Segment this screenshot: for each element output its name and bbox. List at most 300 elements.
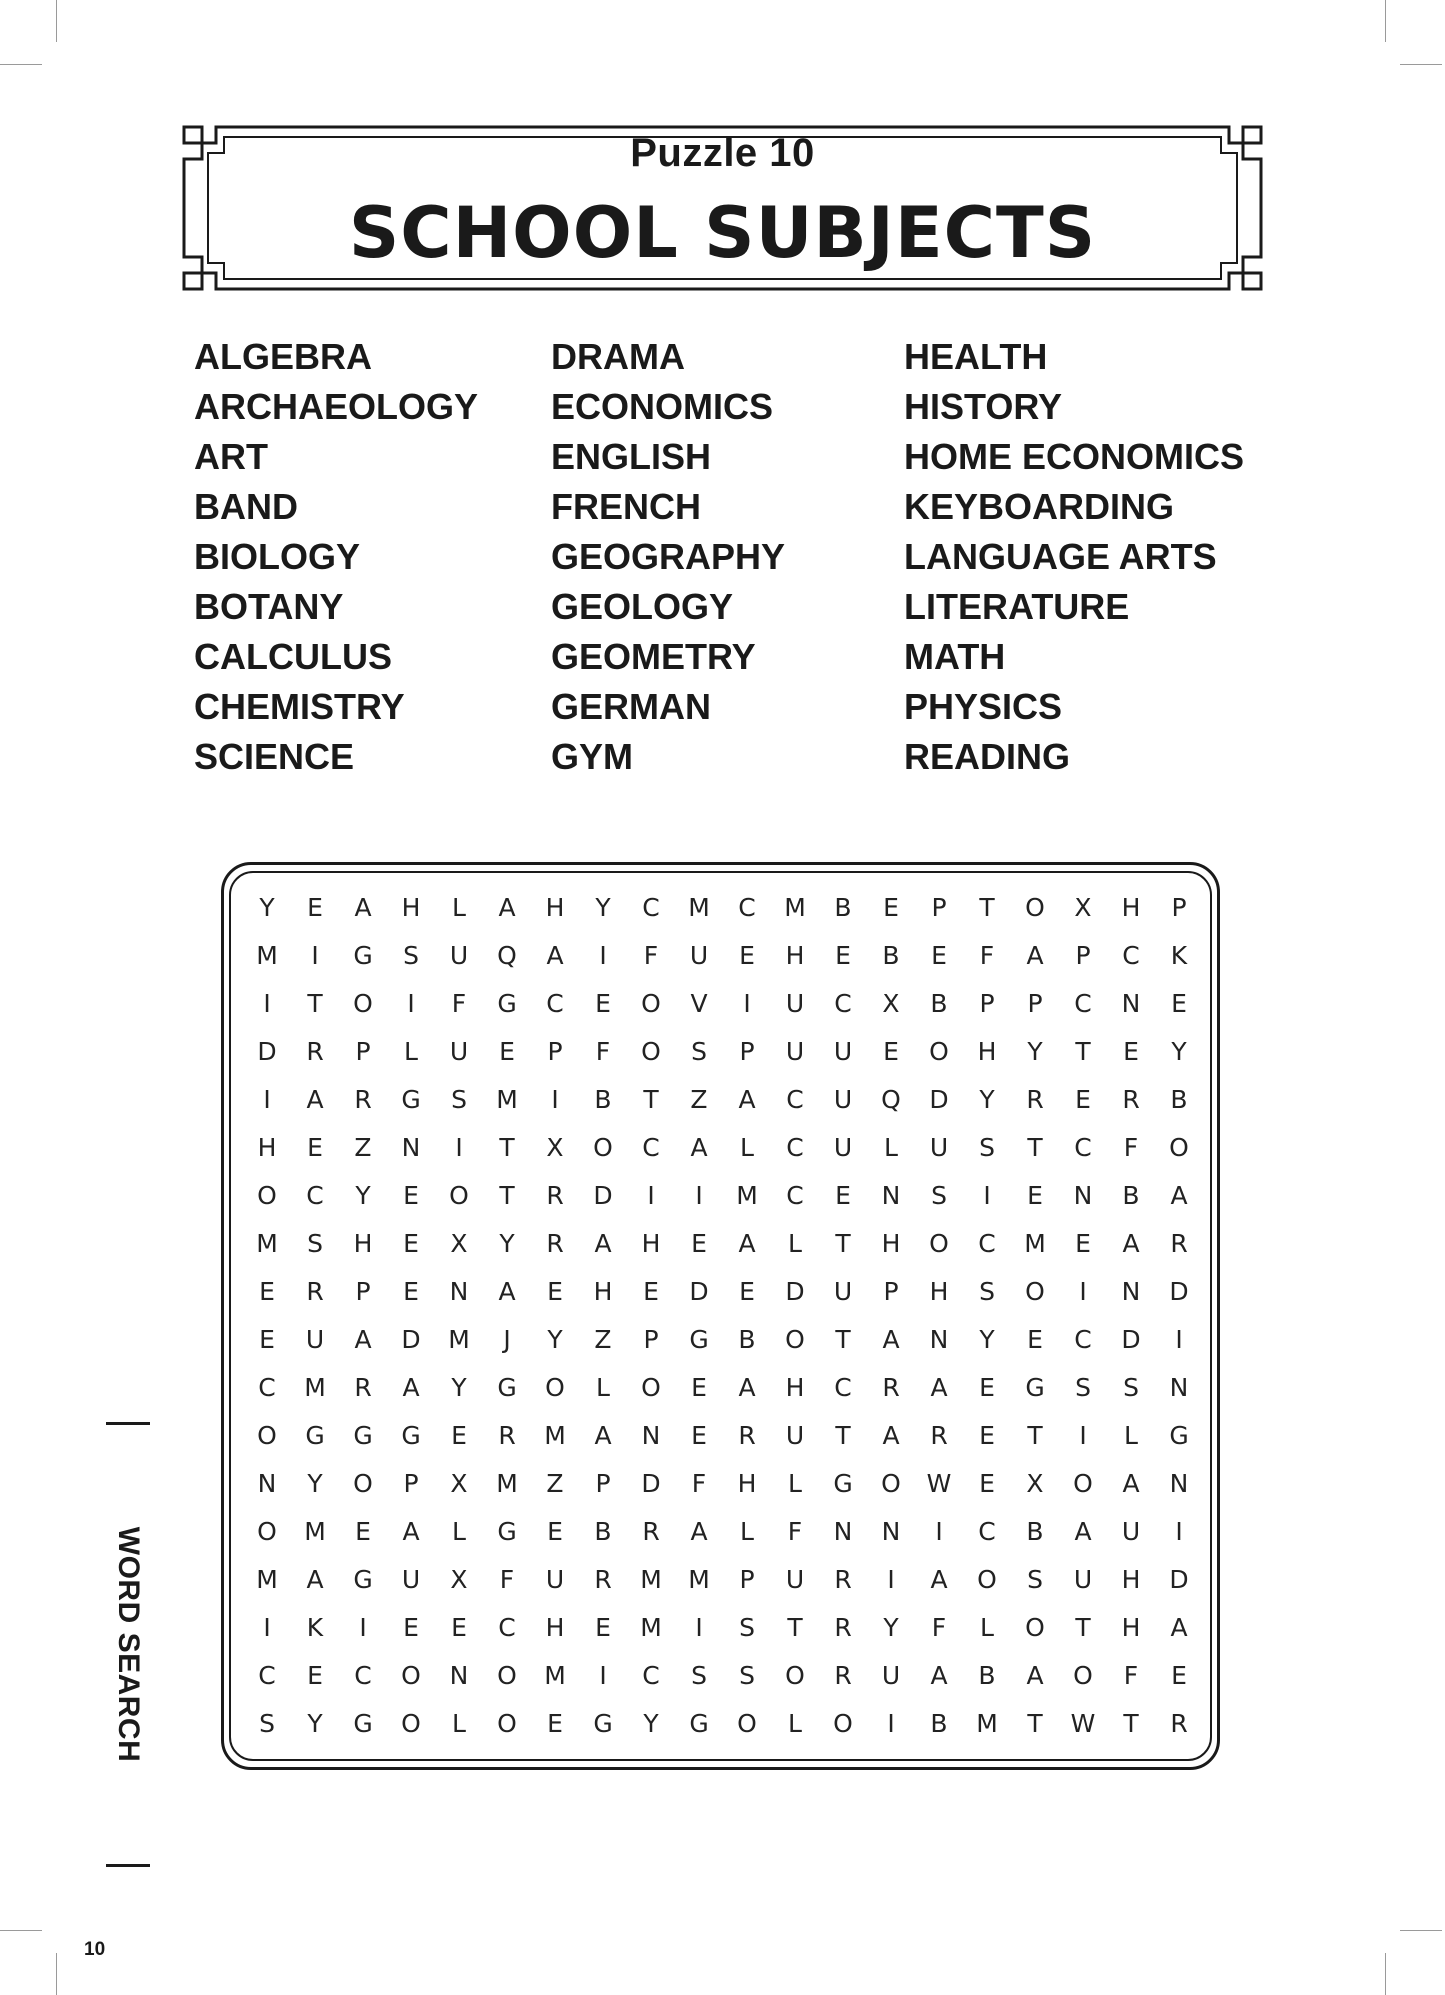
grid-letter[interactable]: U [449,940,469,970]
grid-letter[interactable]: Y [1171,1036,1187,1066]
grid-letter[interactable]: N [929,1324,949,1354]
grid-letter[interactable]: N [881,1516,901,1546]
grid-letter[interactable]: I [311,940,319,970]
grid-letter[interactable]: M [496,1468,518,1498]
grid-letter[interactable]: E [1027,1324,1043,1354]
grid-letter[interactable]: R [930,1420,948,1450]
grid-letter[interactable]: A [1170,1180,1188,1210]
grid-letter[interactable]: O [785,1324,805,1354]
grid-letter[interactable]: O [1073,1468,1093,1498]
grid-letter[interactable]: M [688,1564,710,1594]
grid-letter[interactable]: N [401,1132,421,1162]
grid-letter[interactable]: R [594,1564,612,1594]
grid-letter[interactable]: Y [1027,1036,1043,1066]
grid-letter[interactable]: A [930,1660,948,1690]
grid-letter[interactable]: O [449,1180,469,1210]
grid-letter[interactable]: I [359,1612,367,1642]
grid-letter[interactable]: N [833,1516,853,1546]
grid-letter[interactable]: B [978,1660,996,1690]
grid-letter[interactable]: I [887,1564,895,1594]
grid-letter[interactable]: B [1026,1516,1044,1546]
grid-letter[interactable]: E [691,1228,707,1258]
grid-letter[interactable]: E [1075,1084,1091,1114]
grid-letter[interactable]: C [498,1612,516,1642]
grid-letter[interactable]: R [1122,1084,1140,1114]
grid-letter[interactable]: G [353,1708,373,1738]
grid-letter[interactable]: P [1171,892,1187,922]
grid-letter[interactable]: U [833,1276,853,1306]
grid-letter[interactable]: E [691,1372,707,1402]
grid-letter[interactable]: F [1123,1660,1139,1690]
grid-letter[interactable]: R [1170,1708,1188,1738]
grid-letter[interactable]: E [691,1420,707,1450]
grid-letter[interactable]: X [450,1564,468,1594]
grid-letter[interactable]: I [263,1612,271,1642]
grid-letter[interactable]: B [594,1084,612,1114]
grid-letter[interactable]: H [929,1276,949,1306]
grid-letter[interactable]: E [835,1180,851,1210]
grid-letter[interactable]: I [887,1708,895,1738]
grid-letter[interactable]: I [599,940,607,970]
grid-letter[interactable]: A [690,1132,708,1162]
grid-letter[interactable]: N [449,1660,469,1690]
grid-letter[interactable]: O [737,1708,757,1738]
grid-letter[interactable]: C [786,1180,804,1210]
grid-letter[interactable]: T [979,892,995,922]
grid-letter[interactable]: G [305,1420,325,1450]
grid-letter[interactable]: U [929,1132,949,1162]
grid-letter[interactable]: E [307,1660,323,1690]
grid-letter[interactable]: E [547,1708,563,1738]
grid-letter[interactable]: R [546,1180,564,1210]
grid-letter[interactable]: M [640,1564,662,1594]
grid-letter[interactable]: C [546,988,564,1018]
grid-letter[interactable]: C [1074,1324,1092,1354]
grid-letter[interactable]: M [784,892,806,922]
grid-letter[interactable]: L [980,1612,994,1642]
grid-letter[interactable]: O [353,988,373,1018]
grid-letter[interactable]: C [642,1660,660,1690]
grid-letter[interactable]: M [304,1516,326,1546]
grid-letter[interactable]: E [1171,1660,1187,1690]
grid-letter[interactable]: B [738,1324,756,1354]
grid-letter[interactable]: D [689,1276,709,1306]
grid-letter[interactable]: R [882,1372,900,1402]
grid-letter[interactable]: X [546,1132,564,1162]
grid-letter[interactable]: L [596,1372,610,1402]
grid-letter[interactable]: O [497,1660,517,1690]
grid-letter[interactable]: B [1122,1180,1140,1210]
grid-letter[interactable]: M [256,1228,278,1258]
grid-letter[interactable]: I [455,1132,463,1162]
grid-letter[interactable]: I [599,1660,607,1690]
grid-letter[interactable]: O [929,1036,949,1066]
grid-letter[interactable]: L [884,1132,898,1162]
grid-letter[interactable]: I [1079,1420,1087,1450]
grid-letter[interactable]: O [257,1420,277,1450]
grid-letter[interactable]: A [738,1228,756,1258]
grid-letter[interactable]: E [595,1612,611,1642]
grid-letter[interactable]: A [930,1564,948,1594]
grid-letter[interactable]: G [353,1564,373,1594]
grid-letter[interactable]: E [835,940,851,970]
grid-letter[interactable]: S [259,1708,275,1738]
grid-letter[interactable]: C [354,1660,372,1690]
grid-letter[interactable]: E [451,1612,467,1642]
grid-letter[interactable]: A [738,1084,756,1114]
grid-letter[interactable]: R [1026,1084,1044,1114]
grid-letter[interactable]: H [785,940,805,970]
grid-letter[interactable]: B [594,1516,612,1546]
grid-letter[interactable]: X [1026,1468,1044,1498]
grid-letter[interactable]: O [497,1708,517,1738]
grid-letter[interactable]: Y [643,1708,659,1738]
grid-letter[interactable]: R [354,1084,372,1114]
grid-letter[interactable]: H [737,1468,757,1498]
grid-letter[interactable]: L [740,1132,754,1162]
grid-letter[interactable]: O [593,1132,613,1162]
grid-letter[interactable]: L [452,892,466,922]
grid-letter[interactable]: N [881,1180,901,1210]
grid-letter[interactable]: T [1123,1708,1139,1738]
grid-letter[interactable]: H [881,1228,901,1258]
grid-letter[interactable]: U [785,1036,805,1066]
grid-letter[interactable]: Z [546,1468,564,1498]
grid-letter[interactable]: U [881,1660,901,1690]
grid-letter[interactable]: S [739,1612,755,1642]
grid-letter[interactable]: E [307,1132,323,1162]
grid-letter[interactable]: S [451,1084,467,1114]
grid-letter[interactable]: G [497,1372,517,1402]
grid-letter[interactable]: M [448,1324,470,1354]
grid-letter[interactable]: C [1074,1132,1092,1162]
grid-letter[interactable]: I [695,1180,703,1210]
grid-letter[interactable]: T [499,1132,515,1162]
grid-letter[interactable]: K [306,1612,324,1642]
grid-letter[interactable]: M [736,1180,758,1210]
grid-letter[interactable]: R [354,1372,372,1402]
grid-letter[interactable]: L [404,1036,418,1066]
grid-letter[interactable]: S [403,940,419,970]
grid-letter[interactable]: D [1169,1276,1189,1306]
grid-letter[interactable]: B [930,988,948,1018]
grid-letter[interactable]: G [1025,1372,1045,1402]
grid-letter[interactable]: E [307,892,323,922]
grid-letter[interactable]: E [1027,1180,1043,1210]
grid-letter[interactable]: Y [259,892,275,922]
grid-letter[interactable]: S [1027,1564,1043,1594]
grid-letter[interactable]: U [1073,1564,1093,1594]
grid-letter[interactable]: K [1170,940,1188,970]
grid-letter[interactable]: E [355,1516,371,1546]
grid-letter[interactable]: G [1169,1420,1189,1450]
grid-letter[interactable]: F [931,1612,947,1642]
grid-letter[interactable]: S [979,1276,995,1306]
grid-letter[interactable]: C [786,1132,804,1162]
grid-letter[interactable]: Y [979,1324,995,1354]
grid-letter[interactable]: G [401,1084,421,1114]
grid-letter[interactable]: F [643,940,659,970]
grid-letter[interactable]: A [1026,940,1044,970]
grid-letter[interactable]: U [1121,1516,1141,1546]
grid-letter[interactable]: P [739,1564,755,1594]
grid-letter[interactable]: T [1027,1708,1043,1738]
grid-letter[interactable]: Z [594,1324,612,1354]
grid-letter[interactable]: E [979,1420,995,1450]
grid-letter[interactable]: F [451,988,467,1018]
grid-letter[interactable]: E [739,1276,755,1306]
grid-letter[interactable]: A [690,1516,708,1546]
grid-letter[interactable]: I [1175,1324,1183,1354]
grid-letter[interactable]: J [503,1324,511,1354]
grid-letter[interactable]: R [738,1420,756,1450]
grid-letter[interactable]: U [401,1564,421,1594]
grid-letter[interactable]: O [785,1660,805,1690]
grid-letter[interactable]: A [402,1372,420,1402]
grid-letter[interactable]: T [1075,1036,1091,1066]
grid-letter[interactable]: D [1121,1324,1141,1354]
grid-letter[interactable]: P [547,1036,563,1066]
grid-letter[interactable]: R [834,1612,852,1642]
grid-letter[interactable]: H [1121,1564,1141,1594]
grid-letter[interactable]: L [788,1708,802,1738]
grid-letter[interactable]: A [306,1564,324,1594]
grid-letter[interactable]: T [1027,1132,1043,1162]
grid-letter[interactable]: E [1123,1036,1139,1066]
grid-letter[interactable]: U [785,988,805,1018]
grid-letter[interactable]: B [834,892,852,922]
grid-letter[interactable]: A [354,892,372,922]
grid-letter[interactable]: P [739,1036,755,1066]
grid-letter[interactable]: U [545,1564,565,1594]
grid-letter[interactable]: C [258,1372,276,1402]
grid-letter[interactable]: A [402,1516,420,1546]
grid-letter[interactable]: A [306,1084,324,1114]
grid-letter[interactable]: O [545,1372,565,1402]
grid-letter[interactable]: Z [354,1132,372,1162]
grid-letter[interactable]: E [259,1324,275,1354]
grid-letter[interactable]: P [979,988,995,1018]
grid-letter[interactable]: S [691,1660,707,1690]
grid-letter[interactable]: U [833,1084,853,1114]
grid-letter[interactable]: O [257,1516,277,1546]
grid-letter[interactable]: W [926,1468,952,1498]
grid-letter[interactable]: Y [595,892,611,922]
grid-letter[interactable]: Y [883,1612,899,1642]
grid-letter[interactable]: N [641,1420,661,1450]
grid-letter[interactable]: E [643,1276,659,1306]
grid-letter[interactable]: S [691,1036,707,1066]
grid-letter[interactable]: N [1073,1180,1093,1210]
grid-letter[interactable]: C [978,1516,996,1546]
grid-letter[interactable]: O [401,1660,421,1690]
grid-letter[interactable]: P [355,1036,371,1066]
grid-letter[interactable]: T [1075,1612,1091,1642]
grid-letter[interactable]: M [688,892,710,922]
grid-letter[interactable]: O [641,988,661,1018]
grid-letter[interactable]: O [1025,892,1045,922]
grid-letter[interactable]: I [407,988,415,1018]
grid-letter[interactable]: A [930,1372,948,1402]
grid-letter[interactable]: O [977,1564,997,1594]
grid-letter[interactable]: D [1169,1564,1189,1594]
grid-letter[interactable]: M [640,1612,662,1642]
grid-letter[interactable]: H [641,1228,661,1258]
grid-letter[interactable]: S [739,1660,755,1690]
grid-letter[interactable]: E [979,1468,995,1498]
grid-letter[interactable]: F [979,940,995,970]
grid-letter[interactable]: E [547,1276,563,1306]
grid-letter[interactable]: U [833,1036,853,1066]
grid-letter[interactable]: H [593,1276,613,1306]
grid-letter[interactable]: A [738,1372,756,1402]
grid-letter[interactable]: F [1123,1132,1139,1162]
grid-letter[interactable]: U [689,940,709,970]
grid-letter[interactable]: H [545,1612,565,1642]
grid-letter[interactable]: N [1169,1372,1189,1402]
grid-letter[interactable]: C [1122,940,1140,970]
grid-letter[interactable]: G [401,1420,421,1450]
grid-letter[interactable]: O [1073,1660,1093,1690]
grid-letter[interactable]: C [738,892,756,922]
grid-letter[interactable]: E [595,988,611,1018]
grid-letter[interactable]: H [1121,892,1141,922]
grid-letter[interactable]: I [743,988,751,1018]
grid-letter[interactable]: U [305,1324,325,1354]
grid-letter[interactable]: I [1079,1276,1087,1306]
grid-letter[interactable]: R [834,1564,852,1594]
grid-letter[interactable]: G [497,1516,517,1546]
grid-letter[interactable]: M [496,1084,518,1114]
grid-letter[interactable]: Y [355,1180,371,1210]
grid-letter[interactable]: I [935,1516,943,1546]
grid-letter[interactable]: N [1121,988,1141,1018]
grid-letter[interactable]: Q [497,940,517,970]
grid-letter[interactable]: M [544,1420,566,1450]
grid-letter[interactable]: T [1027,1420,1043,1450]
grid-letter[interactable]: S [307,1228,323,1258]
grid-letter[interactable]: X [450,1468,468,1498]
grid-letter[interactable]: C [642,892,660,922]
grid-letter[interactable]: O [353,1468,373,1498]
grid-letter[interactable]: R [498,1420,516,1450]
grid-letter[interactable]: U [785,1564,805,1594]
grid-letter[interactable]: R [1170,1228,1188,1258]
grid-letter[interactable]: A [546,940,564,970]
grid-letter[interactable]: M [256,940,278,970]
grid-letter[interactable]: E [499,1036,515,1066]
grid-letter[interactable]: T [835,1324,851,1354]
grid-letter[interactable]: R [306,1276,324,1306]
grid-letter[interactable]: B [930,1708,948,1738]
grid-letter[interactable]: P [643,1324,659,1354]
grid-letter[interactable]: L [788,1228,802,1258]
grid-letter[interactable]: E [883,1036,899,1066]
grid-letter[interactable]: G [689,1324,709,1354]
grid-letter[interactable]: A [1074,1516,1092,1546]
grid-letter[interactable]: G [593,1708,613,1738]
grid-letter[interactable]: S [1075,1372,1091,1402]
grid-letter[interactable]: T [307,988,323,1018]
grid-letter[interactable]: A [1170,1612,1188,1642]
grid-letter[interactable]: S [931,1180,947,1210]
grid-letter[interactable]: Y [499,1228,515,1258]
grid-letter[interactable]: X [1074,892,1092,922]
grid-letter[interactable]: C [642,1132,660,1162]
grid-letter[interactable]: R [306,1036,324,1066]
grid-letter[interactable]: H [977,1036,997,1066]
grid-letter[interactable]: P [883,1276,899,1306]
grid-letter[interactable]: R [546,1228,564,1258]
grid-letter[interactable]: F [787,1516,803,1546]
grid-letter[interactable]: A [882,1324,900,1354]
grid-letter[interactable]: N [1169,1468,1189,1498]
grid-letter[interactable]: I [551,1084,559,1114]
grid-letter[interactable]: F [691,1468,707,1498]
grid-letter[interactable]: C [258,1660,276,1690]
grid-letter[interactable]: O [1025,1612,1045,1642]
grid-letter[interactable]: H [1121,1612,1141,1642]
grid-letter[interactable]: V [690,988,708,1018]
grid-letter[interactable]: T [499,1180,515,1210]
grid-letter[interactable]: O [641,1372,661,1402]
grid-letter[interactable]: H [545,892,565,922]
grid-letter[interactable]: O [929,1228,949,1258]
grid-letter[interactable]: M [256,1564,278,1594]
grid-letter[interactable]: E [451,1420,467,1450]
grid-letter[interactable]: A [1026,1660,1044,1690]
grid-letter[interactable]: O [833,1708,853,1738]
grid-letter[interactable]: F [595,1036,611,1066]
grid-letter[interactable]: M [1024,1228,1046,1258]
grid-letter[interactable]: T [835,1228,851,1258]
grid-letter[interactable]: P [355,1276,371,1306]
grid-letter[interactable]: B [882,940,900,970]
grid-letter[interactable]: U [833,1132,853,1162]
grid-letter[interactable]: E [979,1372,995,1402]
grid-letter[interactable]: N [1121,1276,1141,1306]
grid-letter[interactable]: P [931,892,947,922]
grid-letter[interactable]: O [401,1708,421,1738]
grid-letter[interactable]: H [257,1132,277,1162]
grid-letter[interactable]: G [353,1420,373,1450]
grid-letter[interactable]: M [976,1708,998,1738]
grid-letter[interactable]: Y [451,1372,467,1402]
grid-letter[interactable]: X [450,1228,468,1258]
grid-letter[interactable]: D [785,1276,805,1306]
grid-letter[interactable]: N [449,1276,469,1306]
grid-letter[interactable]: O [257,1180,277,1210]
grid-letter[interactable]: I [263,1084,271,1114]
grid-letter[interactable]: A [1122,1228,1140,1258]
grid-letter[interactable]: P [595,1468,611,1498]
grid-letter[interactable]: C [1074,988,1092,1018]
grid-letter[interactable]: G [497,988,517,1018]
grid-letter[interactable]: W [1070,1708,1096,1738]
grid-letter[interactable]: C [834,988,852,1018]
grid-letter[interactable]: P [1027,988,1043,1018]
grid-letter[interactable]: G [689,1708,709,1738]
grid-letter[interactable]: G [833,1468,853,1498]
grid-letter[interactable]: E [259,1276,275,1306]
grid-letter[interactable]: A [882,1420,900,1450]
grid-letter[interactable]: E [1075,1228,1091,1258]
grid-letter[interactable]: A [498,1276,516,1306]
grid-letter[interactable]: S [1123,1372,1139,1402]
grid-letter[interactable]: L [740,1516,754,1546]
grid-letter[interactable]: I [695,1612,703,1642]
grid-letter[interactable]: C [978,1228,996,1258]
